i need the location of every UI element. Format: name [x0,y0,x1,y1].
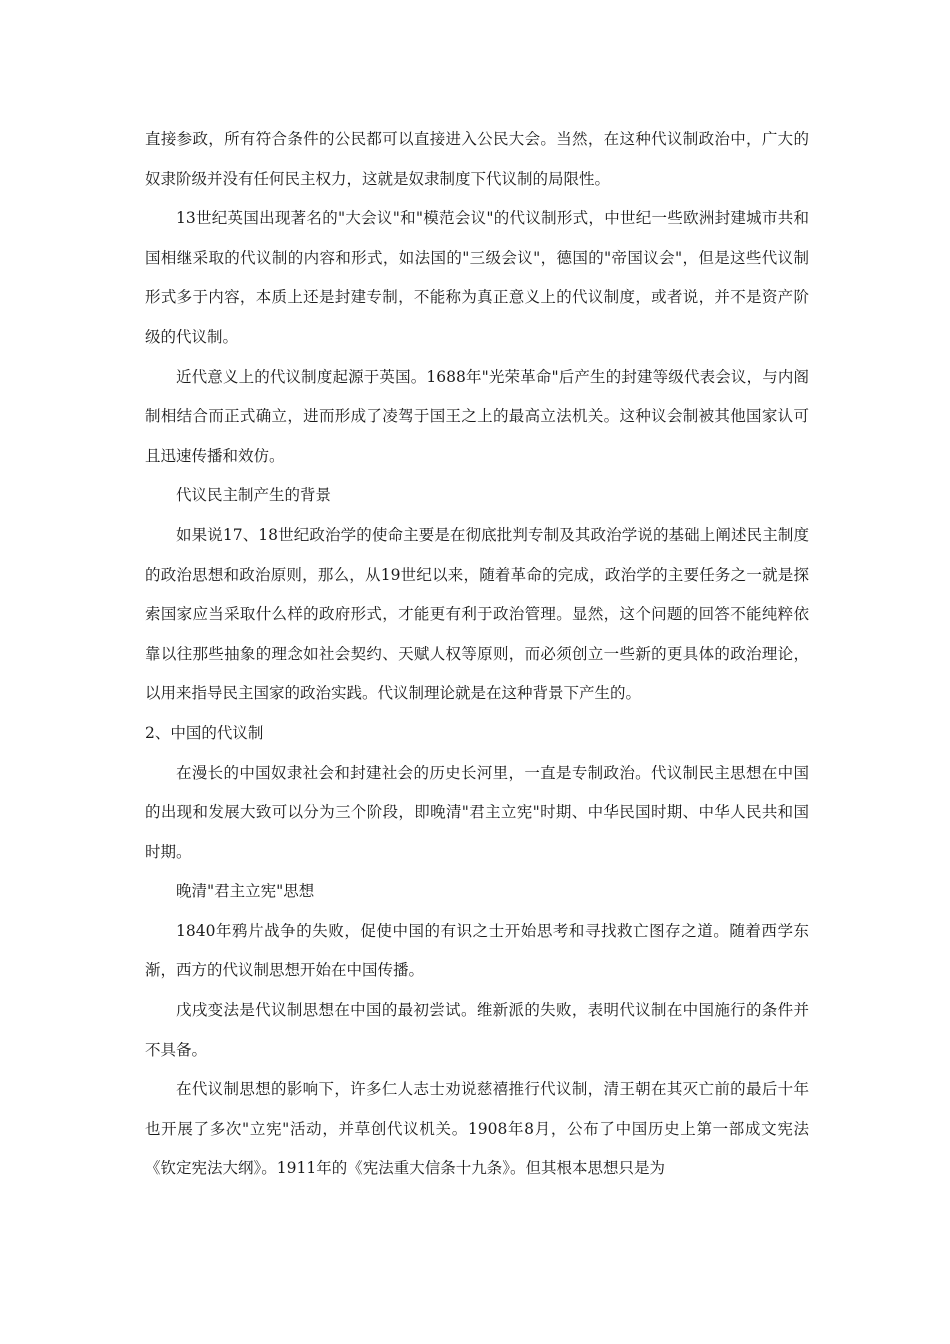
document-page [145,120,809,1189]
paragraph: 戊戌变法是代议制思想在中国的最初尝试。维新派的失败，表明代议制在中国施行的条件并不具备。 [145,1001,809,1059]
paragraph: 如果说17、18世纪政治学的使命主要是在彻底批判专制及其政治学说的基础上阐述民主制度的政治思想和政治原则，那么，从19世纪以来，随着革命的完成，政治学的主要任务之一就是探索国家应当采取什么样的政府形式，才能更有利于政治管理。显然，这个问题的回答不能纯粹依靠以往那些抽象的理念如社会契约、天赋人权等原则，而必须创立一些新的更具体的政治理论，以用来指导民主国家的政治实践。代议制理论就是在这种背景下产生的。 [145,525,809,703]
section-heading: 晚清"君主立宪"思想 [176,882,315,901]
section-heading: 2、中国的代议制 [145,723,264,742]
paragraph: 13世纪英国出现著名的"大会议"和"模范会议"的代议制形式，中世纪一些欧洲封建城市共和国相继采取的代议制的内容和形式，如法国的"三级会议"，德国的"帝国议会"，但是这些代议制形式多于内容，本质上还是封建专制，不能称为真正意义上的代议制度，或者说，并不是资产阶级的代议制。 [145,209,809,346]
paragraph: 直接参政，所有符合条件的公民都可以直接进入公民大会。当然，在这种代议制政治中，广大的奴隶阶级并没有任何民主权力，这就是奴隶制度下代议制的局限性。 [145,130,809,188]
paragraph: 在漫长的中国奴隶社会和封建社会的历史长河里，一直是专制政治。代议制民主思想在中国的出现和发展大致可以分为三个阶段，即晚清"君主立宪"时期、中华民国时期、中华人民共和国时期。 [145,763,809,861]
section-heading: 代议民主制产生的背景 [176,486,332,505]
paragraph: 近代意义上的代议制度起源于英国。1688年"光荣革命"后产生的封建等级代表会议，与内阁制相结合而正式确立，进而形成了凌驾于国王之上的最高立法机关。这种议会制被其他国家认可且迅速传播和效仿。 [145,367,809,465]
paragraph: 1840年鸦片战争的失败，促使中国的有识之士开始思考和寻找救亡图存之道。随着西学东渐，西方的代议制思想开始在中国传播。 [145,921,809,980]
paragraph: 在代议制思想的影响下，许多仁人志士劝说慈禧推行代议制，清王朝在其灭亡前的最后十年也开展了多次"立宪"活动，并草创代议机关。1908年8月，公布了中国历史上第一部成文宪法《钦定宪法大纲》。1911年的《宪法重大信条十九条》。但其根本思想只是为 [145,1080,809,1178]
